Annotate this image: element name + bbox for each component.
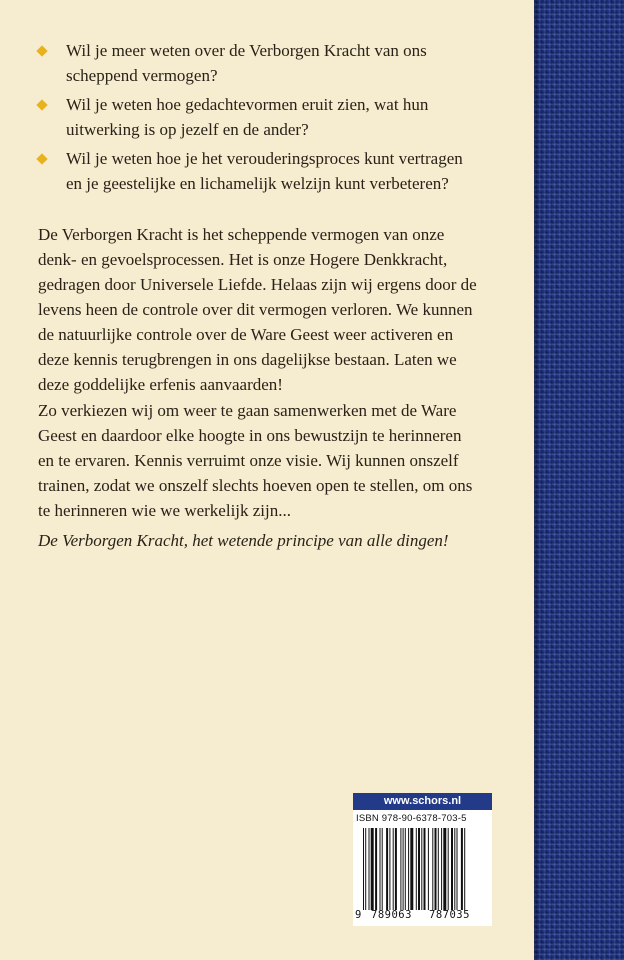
barcode-bar: [410, 828, 413, 910]
paragraph-2-line: Zo verkiezen wij om weer te gaan samenwerken met de Ware: [38, 401, 457, 420]
paragraph-1-line: gedragen door Universele Liefde. Helaas zijn wij ergens door de: [38, 275, 477, 294]
barcode-bar: [405, 828, 406, 910]
barcode-digit-first: 9: [355, 909, 362, 921]
barcode-bar: [418, 828, 420, 910]
barcode-bar: [395, 828, 397, 910]
paragraph-1-line: de natuurlijke controle over de Ware Geest weer activeren en: [38, 325, 454, 344]
barcode-bar: [393, 828, 394, 910]
question-3: [38, 146, 518, 196]
barcode-bar: [435, 828, 437, 910]
barcode-bar: [416, 828, 417, 910]
question-1-line-1: Wil je meer weten over de Verborgen Kracht van ons: [66, 41, 427, 60]
barcode-bar: [389, 828, 390, 910]
barcode-bar: [403, 828, 404, 910]
barcode-bar: [365, 828, 366, 910]
barcode-bar: [421, 828, 422, 910]
barcode-bar: [408, 828, 409, 910]
barcode-bar: [461, 828, 463, 910]
paragraph-2-line: en te ervaren. Kennis verruimt onze visie. Wij kunnen onszelf: [38, 451, 459, 470]
barcode-bar: [457, 828, 458, 910]
barcode-bar: [432, 828, 433, 910]
paragraph-2-line: Geest en daardoor elke hoogte in ons bewustzijn te herinneren: [38, 426, 462, 445]
barcode: [363, 828, 489, 910]
barcode-bar: [400, 828, 401, 910]
isbn-label: [353, 793, 492, 926]
isbn-number: ISBN 978-90-6378-703-5: [356, 813, 467, 824]
barcode-bar: [448, 828, 449, 910]
barcode-bar: [386, 828, 388, 910]
diamond-bullet-icon: [36, 45, 47, 56]
barcode-bar: [375, 828, 377, 910]
question-2-line-1: Wil je weten hoe gedachtevormen eruit zien, wat hun: [66, 95, 429, 114]
paragraph-1-line: denk- en gevoelsprocessen. Het is onze Hogere Denkkracht,: [38, 250, 448, 269]
barcode-bar: [382, 828, 383, 910]
question-3-line-1: Wil je weten hoe je het verouderingsproces kunt vertragen: [66, 149, 463, 168]
paragraph-1-line: De Verborgen Kracht is het scheppende vermogen van onze: [38, 225, 445, 244]
tagline: De Verborgen Kracht, het wetende principe van alle dingen!: [38, 531, 449, 550]
question-1-line-2: scheppend vermogen?: [66, 66, 218, 85]
question-2: [38, 92, 518, 142]
barcode-bar: [369, 828, 370, 910]
publisher-url: www.schors.nl: [353, 793, 492, 810]
barcode-bar: [454, 828, 455, 910]
barcode-bar: [380, 828, 381, 910]
barcode-bar: [451, 828, 453, 910]
barcode-bar: [443, 828, 446, 910]
diamond-bullet-icon: [36, 99, 47, 110]
paragraph-2-line: te herinneren wie we werkelijk zijn...: [38, 501, 292, 520]
barcode-bar: [464, 828, 465, 910]
paragraph-2: [38, 398, 518, 523]
blue-cloth-spine: [534, 0, 624, 960]
barcode-bar: [441, 828, 442, 910]
paragraph-1: [38, 222, 518, 397]
barcode-bar: [438, 828, 439, 910]
paragraph-1-line: levens heen de controle over dit vermogen verloren. We kunnen: [38, 300, 473, 319]
barcode-bar: [428, 828, 429, 910]
barcode-digit-group-1: 789063: [371, 909, 412, 921]
paragraph-1-line: deze goddelijke erfenis aanvaarden!: [38, 375, 283, 394]
barcode-bar: [424, 828, 426, 910]
barcode-bar: [371, 828, 374, 910]
barcode-digit-group-2: 787035: [429, 909, 470, 921]
paragraph-1-line: deze kennis terugbrengen in ons dagelijkse bestaan. Laten we: [38, 350, 457, 369]
diamond-bullet-icon: [36, 153, 47, 164]
question-1: [38, 38, 518, 88]
question-3-line-2: en je geestelijke en lichamelijk welzijn kunt verbeteren?: [66, 174, 449, 193]
barcode-bar: [363, 828, 364, 910]
paragraph-2-line: trainen, zodat we onszelf slechts hoeven open te stellen, om ons: [38, 476, 473, 495]
question-2-line-2: uitwerking is op jezelf en de ander?: [66, 120, 309, 139]
